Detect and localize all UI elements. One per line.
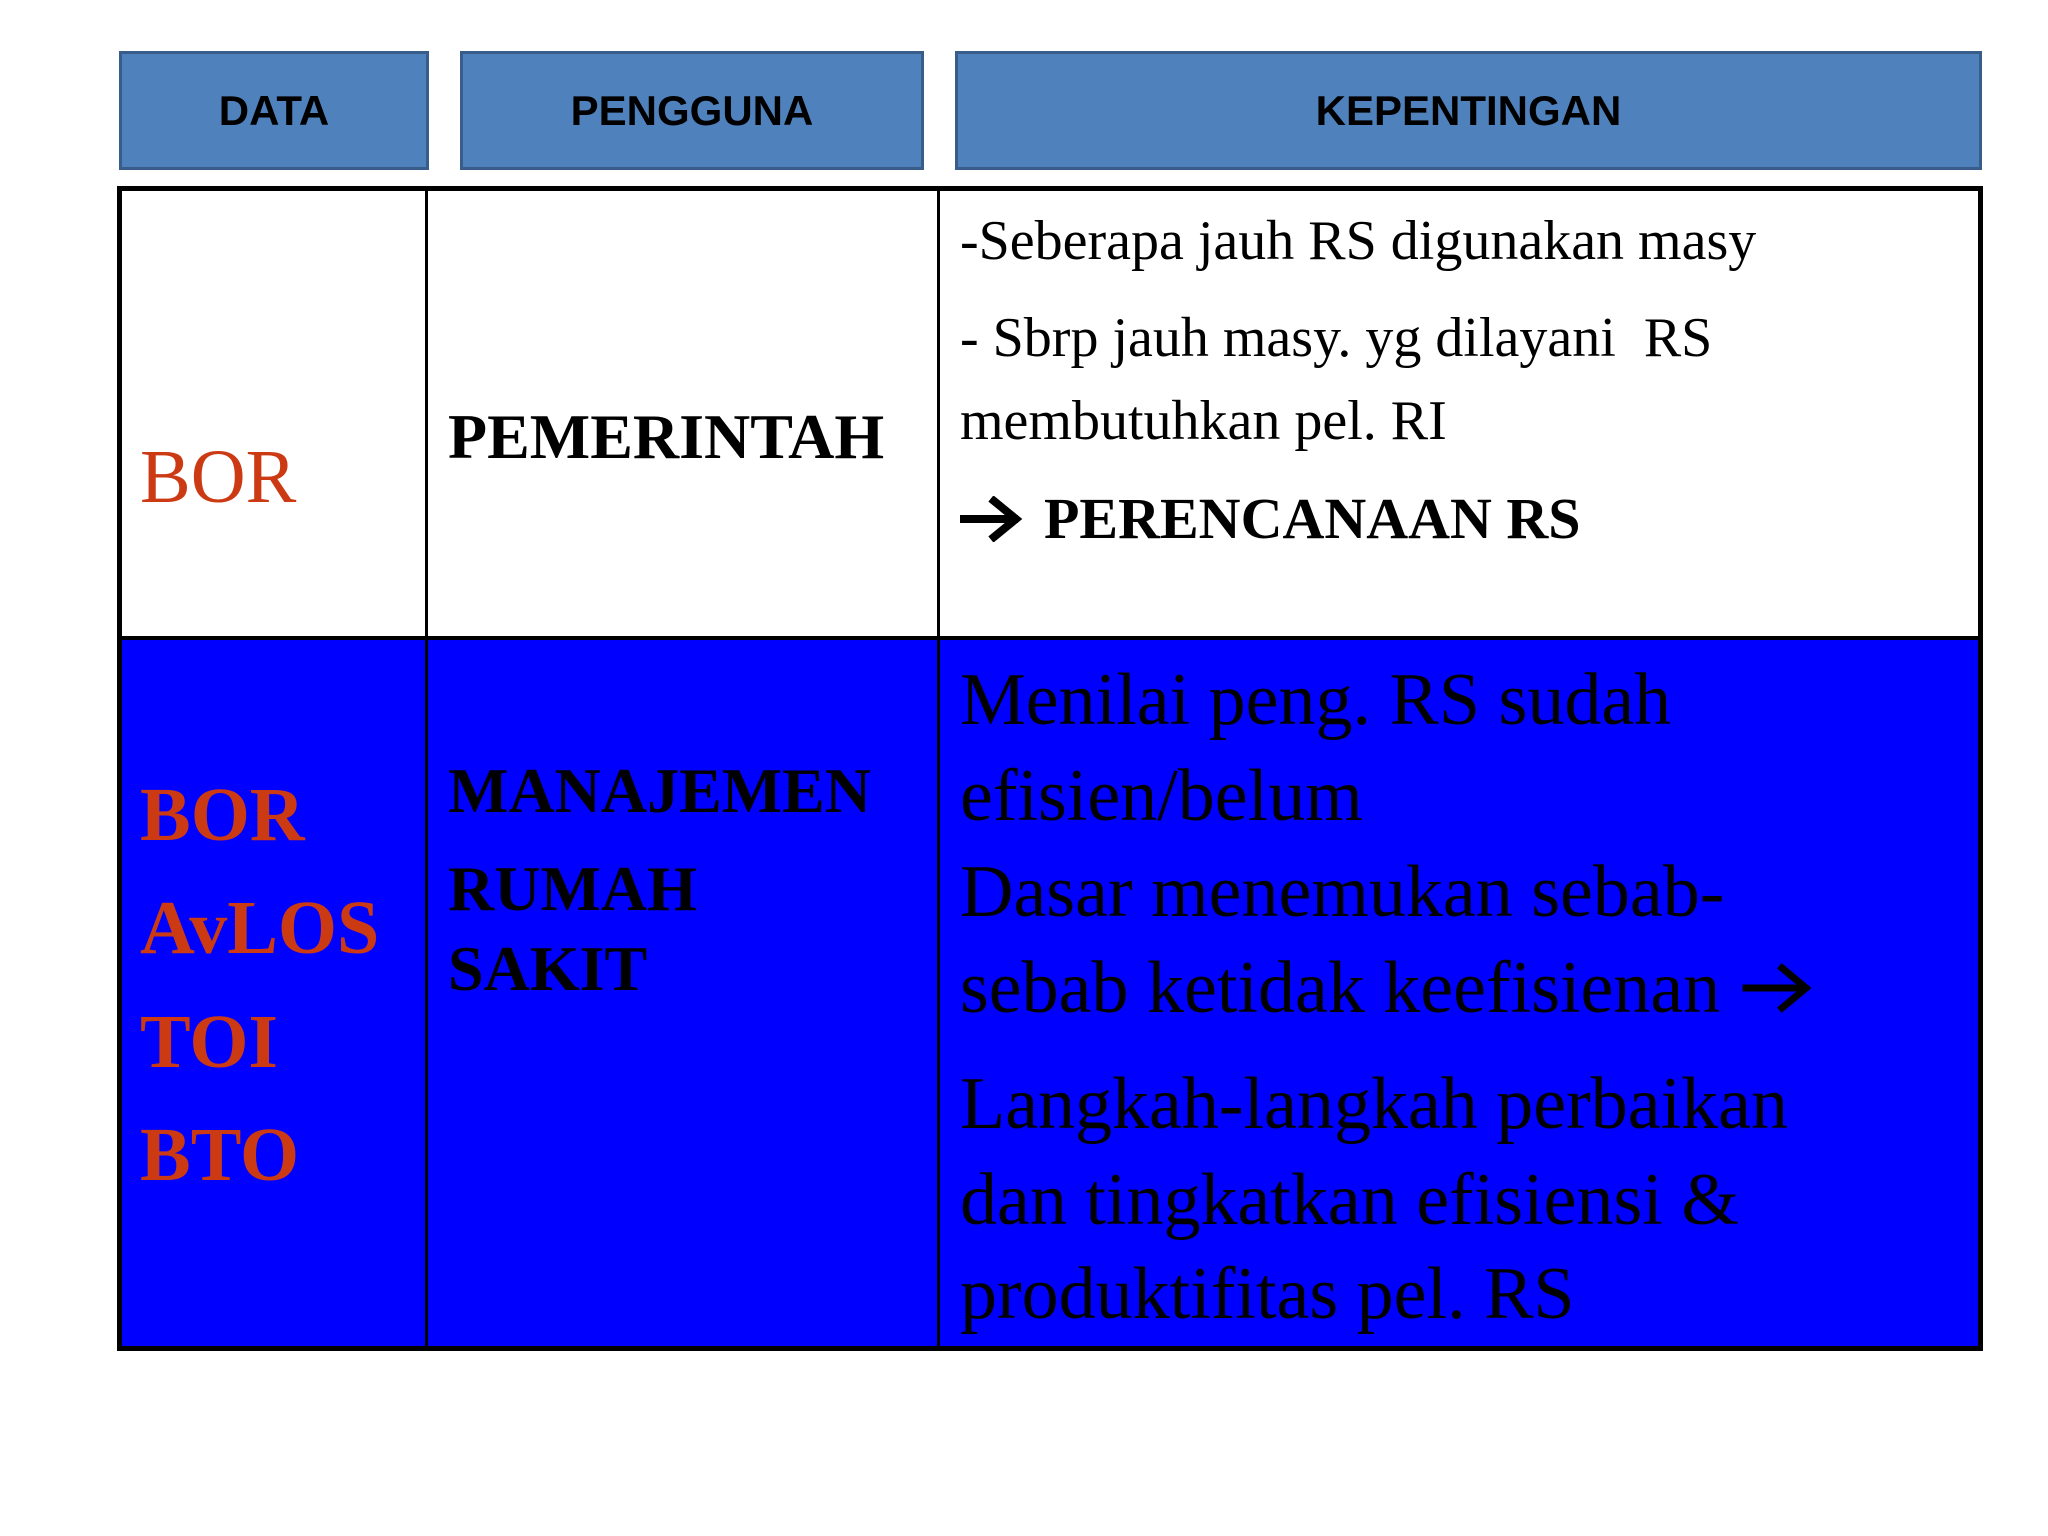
arrow-right-icon — [960, 496, 1024, 542]
row1-kepentingan-line2: - Sbrp jauh masy. yg dilayani RS — [960, 307, 1713, 369]
header-data: DATA — [119, 51, 429, 170]
row1-kepentingan-line1: -Seberapa jauh RS digunakan masy — [960, 210, 1757, 272]
row1-kepentingan-conclusion — [960, 484, 1581, 554]
arrow-right-icon — [1742, 962, 1814, 1014]
row2-kepentingan-line5: Langkah-langkah perbaikan — [960, 1063, 1789, 1145]
row2-data-avlos: AvLOS — [140, 886, 380, 970]
column-divider-1 — [425, 186, 428, 1351]
row2-kepentingan-line4-wrap — [960, 944, 1814, 1032]
column-divider-2 — [937, 186, 940, 1351]
row1-data-label: BOR — [140, 435, 297, 519]
row2-kepentingan-line4: sebab ketidak keefisienan — [960, 947, 1721, 1029]
row2-kepentingan-line1: Menilai peng. RS sudah — [960, 659, 1672, 741]
row2-kepentingan-line2: efisien/belum — [960, 755, 1363, 837]
row1-kepentingan-line3: membutuhkan pel. RI — [960, 390, 1447, 452]
header-pengguna: PENGGUNA — [460, 51, 924, 170]
row2-kepentingan-line3: Dasar menemukan sebab- — [960, 851, 1725, 933]
row2-data-toi: TOI — [140, 1000, 279, 1084]
row-divider — [117, 636, 1983, 640]
row2-pengguna-line1: MANAJEMEN — [448, 755, 872, 826]
row2-kepentingan-line7: produktifitas pel. RS — [960, 1253, 1575, 1335]
row2-data-bor: BOR — [140, 773, 305, 857]
row2-kepentingan-line6: dan tingkatkan efisiensi & — [960, 1159, 1739, 1241]
row2-pengguna-line3: SAKIT — [448, 933, 648, 1004]
header-kepentingan: KEPENTINGAN — [955, 51, 1982, 170]
row1-conclusion-label: PERENCANAAN RS — [1044, 486, 1581, 551]
row1-pengguna-label: PEMERINTAH — [448, 401, 885, 472]
row2-data-bto: BTO — [140, 1113, 300, 1197]
row2-pengguna-line2: RUMAH — [448, 853, 697, 924]
